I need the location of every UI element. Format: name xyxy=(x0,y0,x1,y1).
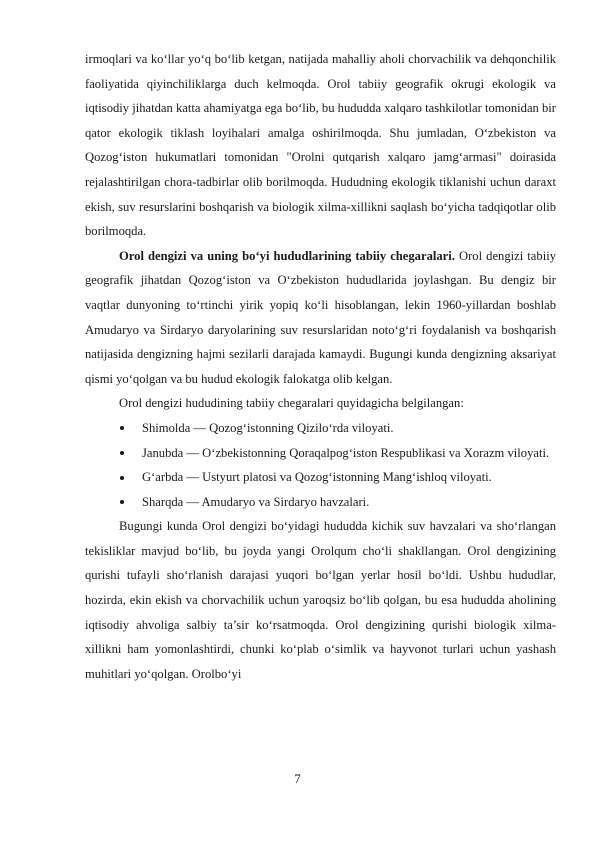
list-item: G‘arbda — Ustyurt platosi va Qozog‘istonning Mang‘ishloq viloyati. xyxy=(85,465,556,490)
paragraph-natural-borders xyxy=(85,244,556,392)
bullet-icon xyxy=(120,500,124,504)
paragraph-borders-intro: Orol dengizi hududining tabiiy chegaralari quyidagicha belgilangan: xyxy=(119,396,464,411)
list-item: Sharqda — Amudaryo va Sirdaryo havzalari. xyxy=(85,490,556,515)
page-number: 7 xyxy=(294,772,301,786)
list-item: Shimolda — Qozog‘istonning Qizilo‘rda viloyati. xyxy=(85,416,556,441)
borders-list xyxy=(85,416,556,514)
list-item: Janubda — O‘zbekistonning Qoraqalpog‘iston Respublikasi va Xorazm viloyati. xyxy=(85,441,556,466)
bullet-icon xyxy=(120,426,124,430)
document-page xyxy=(85,47,556,686)
paragraph-body: Orol dengizi tabiiy geografik jihatdan Qozog‘iston va O‘zbekiston hududlarida joylashgan. Bu dengiz bir vaqtlar dunyoning to‘rtinchi yirik yopiq ko‘li hisoblangan, lekin 1960-yillardan boshlab Amudaryo va Sirdaryo daryolarining suv resurslaridan noto‘g‘ri foydalanish va boshqarish natijasida dengizning hajmi sezilarli darajada kamaydi. Bugungi kunda dengizning aksariyat qismi yo‘qolgan va bu hudud ekologik falokatga olib kelgan. xyxy=(85,248,556,386)
bullet-icon xyxy=(120,476,124,480)
bullet-icon xyxy=(120,451,124,455)
paragraph-continuation: irmoqlari va ko‘llar yo‘q bo‘lib ketgan, natijada mahalliy aholi chorvachilik va dehqonchilik faoliyatida qiyinchiliklarga duch kelmoqda. Orol tabiiy geografik okrugi ekologik va iqtisodiy jihatdan katta ahamiyatga ega bo‘lib, bu hududda xalqaro tashkilotlar tomonidan bir qator ekologik tiklash loyihalari amalga oshirilmoqda. Shu jumladan, O‘zbekiston va Qozog‘iston hukumatlari tomonidan "Orolni qutqarish xalqaro jamg‘armasi" doirasida rejalashtirilgan chora-tadbirlar olib borilmoqda. Hududning ekologik tiklanishi uchun daraxt ekish, suv resurslarini boshqarish va biologik xilma-xillikni saqlash bo‘yicha tadqiqotlar olib borilmoqda. xyxy=(85,52,556,239)
section-heading: Orol dengizi va uning bo‘yi hududlarining tabiiy chegaralari. xyxy=(119,248,455,263)
paragraph-current-state: Bugungi kunda Orol dengizi bo‘yidagi hududda kichik suv havzalari va sho‘rlangan tekisliklar mavjud bo‘lib, bu joyda yangi Orolqum cho‘li shakllangan. Orol dengizining qurishi tufayli sho‘rlanish darajasi yuqori bo‘lgan yerlar hosil bo‘ldi. Ushbu hududlar, hozirda, ekin ekish va chorvachilik uchun yaroqsiz bo‘lib qolgan, bu esa hududda aholining iqtisodiy ahvoliga salbiy ta’sir ko‘rsatmoqda. Orol dengizining qurishi biologik xilma-xillikni ham yomonlashtirdi, chunki ko‘plab o‘simlik va hayvonot turlari uchun yashash muhitlari yo‘qolgan. Orolbo‘yi xyxy=(85,519,556,681)
